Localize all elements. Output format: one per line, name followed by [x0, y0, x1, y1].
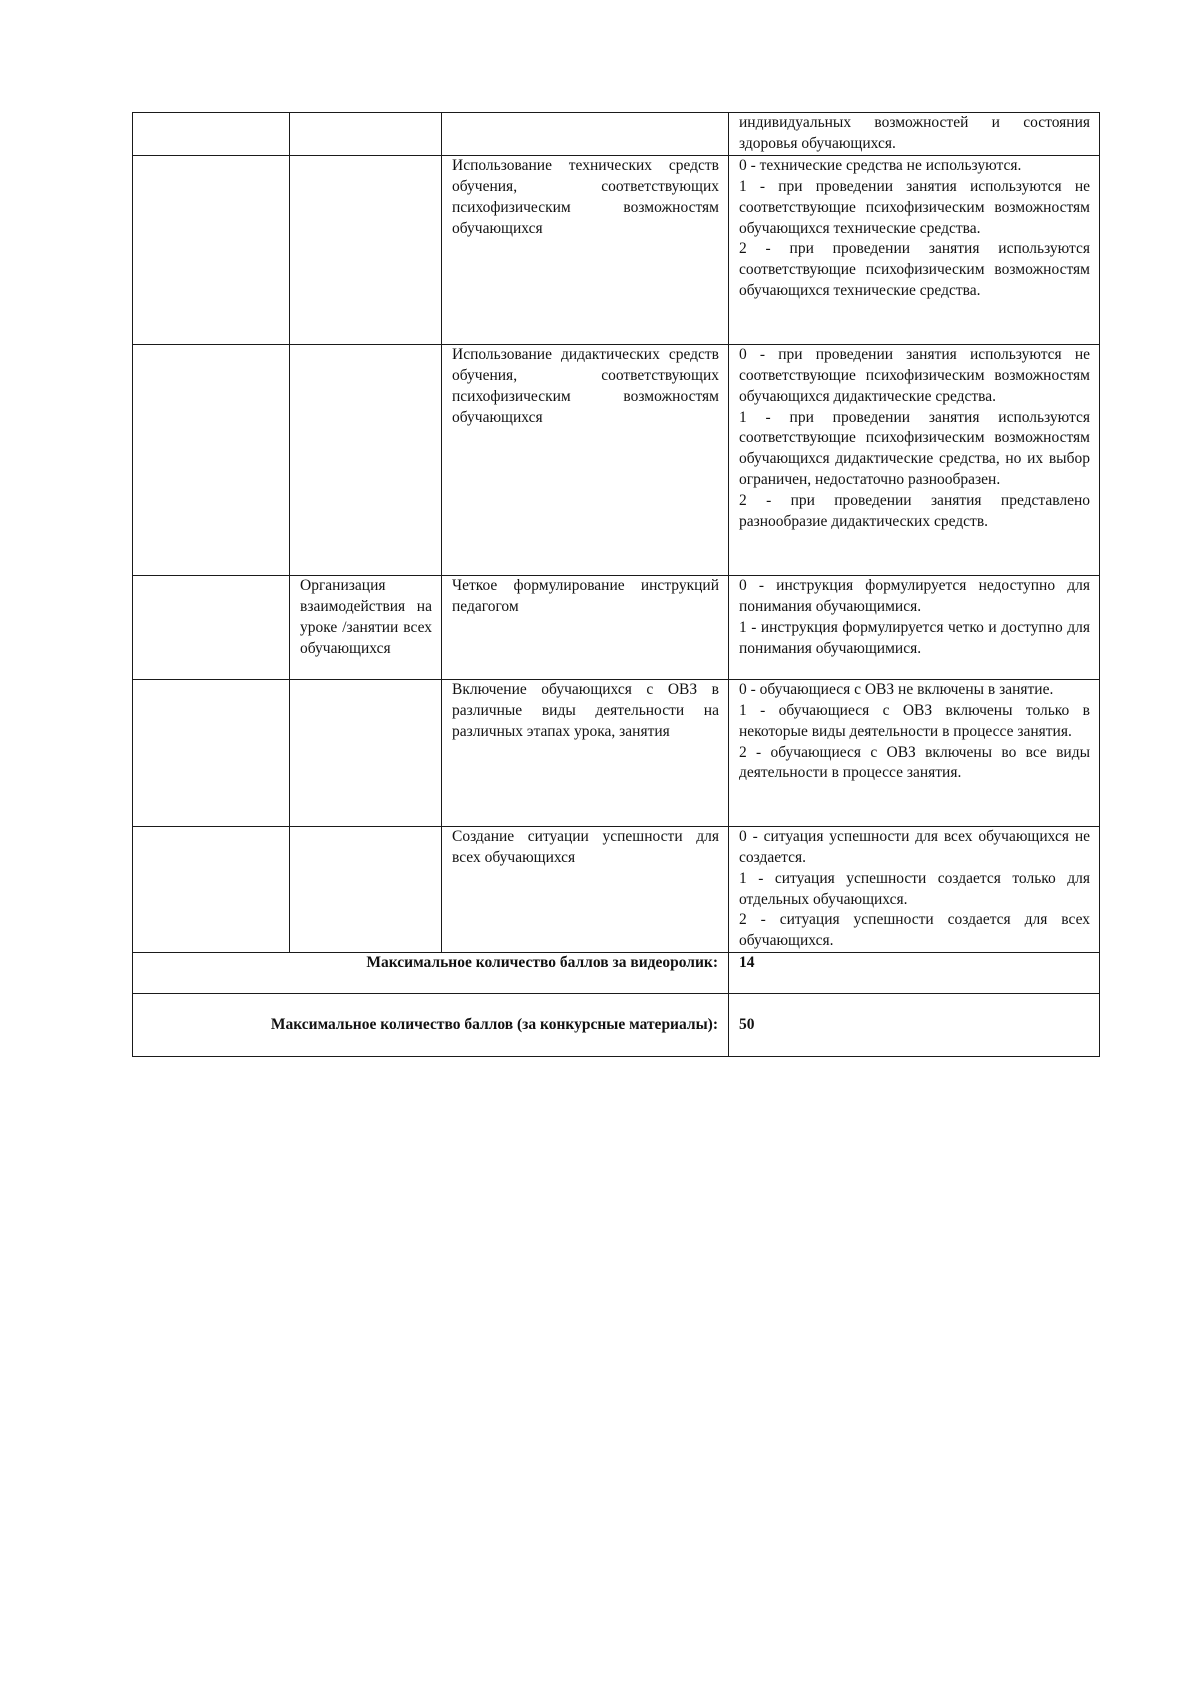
table-row	[133, 113, 1100, 156]
table-row	[133, 826, 1100, 952]
criterion-cell	[290, 826, 442, 952]
scores-cell	[729, 344, 1100, 575]
score-line: 1 - обучающиеся с ОВЗ включены только в некоторые виды деятельности в процессе занятия.	[739, 701, 1090, 740]
group-cell	[133, 679, 290, 826]
document-page	[132, 112, 1099, 1057]
criterion-cell	[290, 113, 442, 156]
score-line: 1 - ситуация успешности создается только для отдельных обучающихся.	[739, 869, 1090, 908]
criterion-text: Организация взаимодействия на уроке /занятии всех обучающихся	[300, 576, 432, 657]
group-cell	[133, 575, 290, 679]
table-row	[133, 155, 1100, 344]
score-line: 0 - технические средства не используются.	[739, 156, 1022, 174]
indicator-text: Использование технических средств обучения, соответствующих психофизическим возможностям обучающихся	[452, 156, 719, 237]
evaluation-criteria-table	[132, 112, 1100, 1057]
criterion-cell	[290, 155, 442, 344]
total-row-materials	[133, 994, 1100, 1057]
indicator-cell	[442, 344, 729, 575]
indicator-cell	[442, 679, 729, 826]
scores-cell	[729, 575, 1100, 679]
indicator-text: Включение обучающихся с ОВЗ в различные виды деятельности на различных этапах урока, занятия	[452, 680, 719, 740]
score-line: 1 - инструкция формулируется четко и доступно для понимания обучающимися.	[739, 618, 1090, 657]
group-cell	[133, 344, 290, 575]
scores-cell	[729, 826, 1100, 952]
score-line: 2 - ситуация успешности создается для всех обучающихся.	[739, 911, 1090, 950]
indicator-text: Четкое формулирование инструкций педагогом	[452, 576, 719, 615]
indicator-cell	[442, 575, 729, 679]
indicator-cell	[442, 113, 729, 156]
score-line: 1 - при проведении занятия используются соответствующие психофизическим возможностям обучающихся дидактические средства, но их выбор ограничен, недостаточно разнообразен.	[739, 408, 1090, 489]
score-line: 0 - обучающиеся с ОВЗ не включены в занятие.	[739, 680, 1054, 698]
score-line: 0 - инструкция формулируется недоступно для понимания обучающимися.	[739, 576, 1090, 615]
group-cell	[133, 826, 290, 952]
criterion-cell	[290, 679, 442, 826]
table-row	[133, 575, 1100, 679]
scores-cell	[729, 113, 1100, 156]
score-line: 2 - обучающиеся с ОВЗ включены во все виды деятельности в процессе занятия.	[739, 743, 1090, 782]
criterion-cell	[290, 575, 442, 679]
group-cell	[133, 113, 290, 156]
total-label-materials: Максимальное количество баллов (за конкурсные материалы):	[133, 994, 729, 1057]
table-row	[133, 344, 1100, 575]
indicator-cell	[442, 155, 729, 344]
indicator-text: Использование дидактических средств обучения, соответствующих психофизическим возможностям обучающихся	[452, 345, 719, 426]
score-line: 0 - ситуация успешности для всех обучающихся не создается.	[739, 827, 1090, 866]
scores-cell	[729, 155, 1100, 344]
score-line: 2 - при проведении занятия представлено разнообразие дидактических средств.	[739, 492, 1090, 531]
score-line: 1 - при проведении занятия используются не соответствующие психофизическим возможностям обучающихся технические средства.	[739, 177, 1090, 237]
total-label-video: Максимальное количество баллов за видеоролик:	[133, 953, 729, 994]
score-line: индивидуальных возможностей и состояния здоровья обучающихся.	[739, 114, 1090, 152]
group-cell	[133, 155, 290, 344]
total-value-video: 14	[729, 953, 1100, 994]
total-row-video	[133, 953, 1100, 994]
scores-cell	[729, 679, 1100, 826]
criterion-cell	[290, 344, 442, 575]
score-line: 2 - при проведении занятия используются соответствующие психофизическим возможностям обучающихся технические средства.	[739, 240, 1090, 300]
indicator-cell	[442, 826, 729, 952]
indicator-text: Создание ситуации успешности для всех обучающихся	[452, 827, 719, 866]
score-line: 0 - при проведении занятия используются не соответствующие психофизическим возможностям обучающихся дидактические средства.	[739, 345, 1090, 405]
table-row	[133, 679, 1100, 826]
total-value-materials: 50	[729, 994, 1100, 1057]
